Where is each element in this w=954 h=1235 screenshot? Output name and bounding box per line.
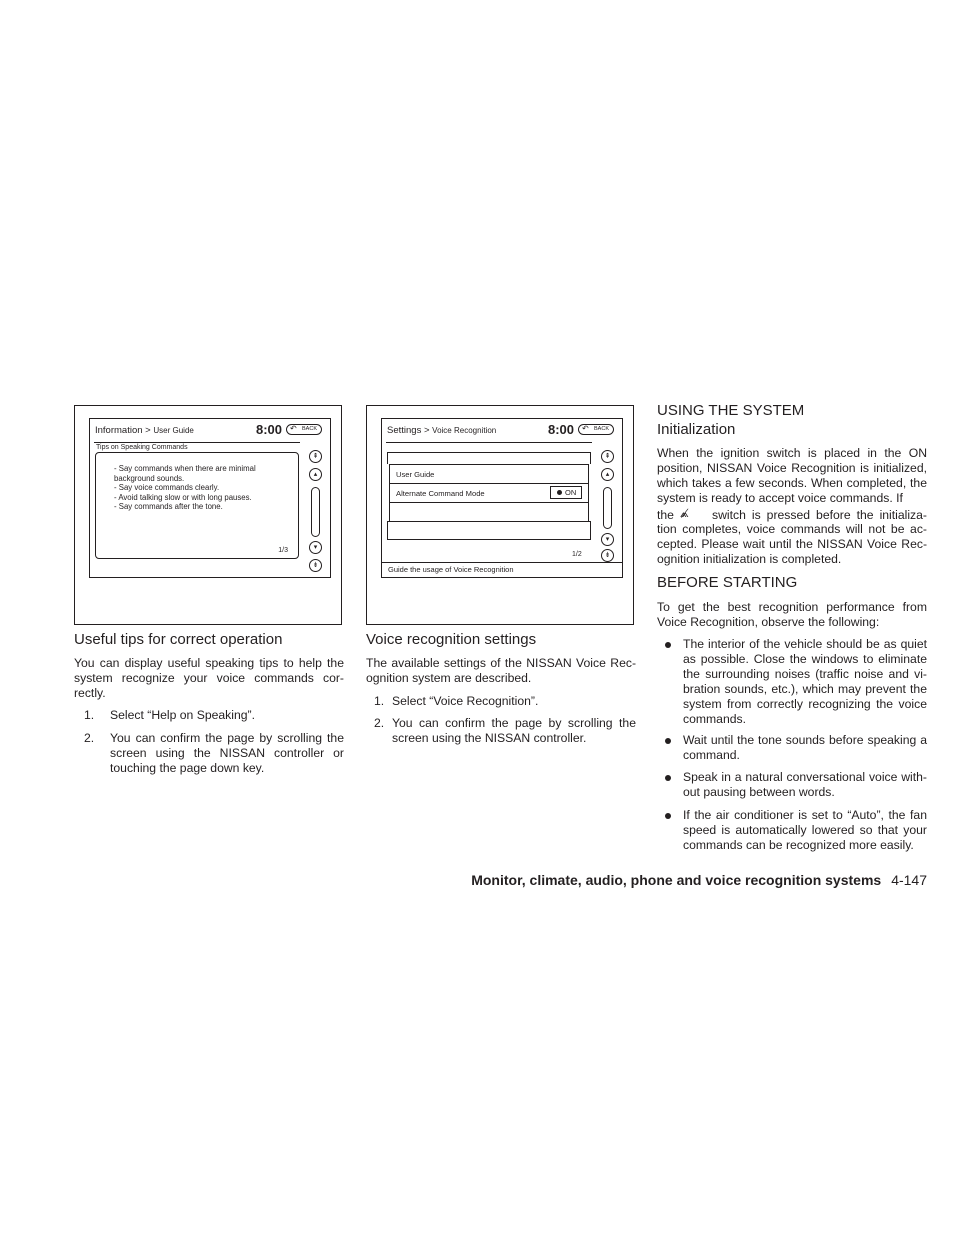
step-text: You can confirm the page by scrolling the screen using the NISSAN controller. <box>392 716 636 745</box>
header-divider <box>386 442 592 443</box>
page-up-icon: ⇞ <box>601 450 614 463</box>
text-switch-pressed: switch is pressed before the initializa- <box>711 508 927 522</box>
tips-heading: Tips on Speaking Commands <box>96 444 188 451</box>
tips-box <box>95 452 299 559</box>
paragraph-initialization-icon-line <box>657 507 927 523</box>
paragraph-intro: You can display useful speaking tips to help the system recognize your voice commands cor-rectly. <box>74 656 344 700</box>
display-screen <box>381 418 623 578</box>
list-row-user-guide <box>389 464 589 483</box>
display-screen <box>89 418 331 578</box>
talk-switch-icon: ⩕̸ <box>679 508 689 520</box>
list-row-alternate-command-mode <box>389 483 589 502</box>
bullet-icon <box>665 813 671 819</box>
bullet-icon <box>665 775 671 781</box>
bullet-icon <box>665 738 671 744</box>
list-row-empty <box>389 502 589 521</box>
bullet-text: The interior of the vehicle should be as quiet as possible. Close the windows to eliminate the surrounding noises (traffic noise and vi-bration sounds, etc.), which may prevent the system from correctly recognizing the voice commands. <box>683 637 927 726</box>
toggle-label: ON <box>565 488 577 497</box>
step-number: 2. <box>374 716 385 730</box>
step-text: You can confirm the page by scrolling the screen using the NISSAN controller or touching the page down key. <box>110 731 344 775</box>
page-indicator: 1/2 <box>572 551 582 558</box>
bullet-text: Wait until the tone sounds before speaking a command. <box>683 733 927 762</box>
tips-list <box>100 464 256 512</box>
heading-using-the-system: USING THE SYSTEM <box>657 402 805 419</box>
heading-initialization: Initialization <box>657 421 736 438</box>
step-number: 2. <box>84 731 95 745</box>
tip-line: - Say commands after the tone. <box>114 502 223 511</box>
tip-line: - Say commands when there are minimal <box>114 464 256 473</box>
text-the: the <box>657 508 674 522</box>
heading-useful-tips: Useful tips for correct operation <box>74 631 283 648</box>
step-number: 1. <box>374 694 385 708</box>
scroll-up-icon: ▴ <box>601 468 614 481</box>
scroll-up-icon: ▴ <box>309 468 322 481</box>
row-label: Alternate Command Mode <box>396 489 485 498</box>
scrollbar-track <box>603 487 612 529</box>
paragraph-intro: The available settings of the NISSAN Voice Rec-ognition system are described. <box>366 656 636 685</box>
header-divider <box>94 442 300 443</box>
back-arrow-icon: ↶ <box>582 424 589 433</box>
toggle-on <box>550 486 582 499</box>
heading-before-starting: BEFORE STARTING <box>657 574 798 591</box>
screen-clock: 8:00 <box>256 422 283 437</box>
step-number: 1. <box>84 708 95 722</box>
screen-header <box>382 419 622 441</box>
breadcrumb-separator: > <box>423 425 430 436</box>
bullet-text: Speak in a natural conversational voice with-out pausing between words. <box>683 770 927 799</box>
screen-title <box>387 425 496 436</box>
page-indicator: 1/3 <box>278 547 288 554</box>
heading-voice-recognition-settings: Voice recognition settings <box>366 631 537 648</box>
scroll-down-icon: ▾ <box>601 533 614 546</box>
step-text: Select “Help on Speaking”. <box>110 708 255 722</box>
page-footer <box>471 872 927 888</box>
back-label: BACK <box>302 426 317 432</box>
figure-voice-recognition-screen <box>366 405 634 625</box>
screen-header <box>90 419 330 441</box>
figure-user-guide-screen <box>74 405 342 625</box>
page-up-icon: ⇞ <box>309 450 322 463</box>
scroll-down-icon: ▾ <box>309 541 322 554</box>
screen-title <box>95 425 194 436</box>
page-down-icon: ⇟ <box>601 549 614 562</box>
tip-line: - Say voice commands clearly. <box>114 483 220 492</box>
toggle-dot-icon <box>557 490 562 495</box>
footer-section-title: Monitor, climate, audio, phone and voice recognition systems <box>471 872 882 888</box>
screen-title-sub: Voice Recognition <box>432 426 497 435</box>
paragraph-initialization-end: tion completes, voice commands will not be ac-cepted. Please wait until the NISSAN Voice Rec-ognition initialization is completed. <box>657 522 927 566</box>
screen-title-sub: User Guide <box>153 426 194 435</box>
back-label: BACK <box>594 426 609 432</box>
bullet-icon <box>665 642 671 648</box>
row-label: User Guide <box>396 470 435 479</box>
bullet-text: If the air conditioner is set to “Auto”, the fan speed is automatically lowered so that your commands can be recognized more easily. <box>683 808 927 852</box>
list-row-empty <box>387 521 591 540</box>
list-row-empty <box>387 452 591 464</box>
paragraph-initialization: When the ignition switch is placed in the ON position, NISSAN Voice Recognition is initialized, which takes a few seconds. When completed, the system is ready to accept voice commands. If <box>657 446 927 505</box>
back-arrow-icon: ↶ <box>290 424 297 433</box>
tip-line: - Avoid talking slow or with long pauses. <box>114 492 252 502</box>
paragraph-before-starting: To get the best recognition performance from Voice Recognition, observe the following: <box>657 600 927 629</box>
back-button <box>286 424 322 435</box>
back-button <box>578 424 614 435</box>
screen-title-main: Information <box>95 425 143 436</box>
scrollbar-track <box>311 487 320 537</box>
breadcrumb-separator: > <box>145 425 151 436</box>
page-number: 4-147 <box>891 872 927 888</box>
guide-bar: Guide the usage of Voice Recognition <box>382 562 622 577</box>
tip-line: background sounds. <box>114 473 185 483</box>
step-text: Select “Voice Recognition”. <box>392 694 539 708</box>
screen-title-main: Settings <box>387 425 422 436</box>
screen-clock: 8:00 <box>548 422 575 437</box>
settings-list <box>387 452 591 540</box>
page-down-icon: ⇟ <box>309 559 322 572</box>
